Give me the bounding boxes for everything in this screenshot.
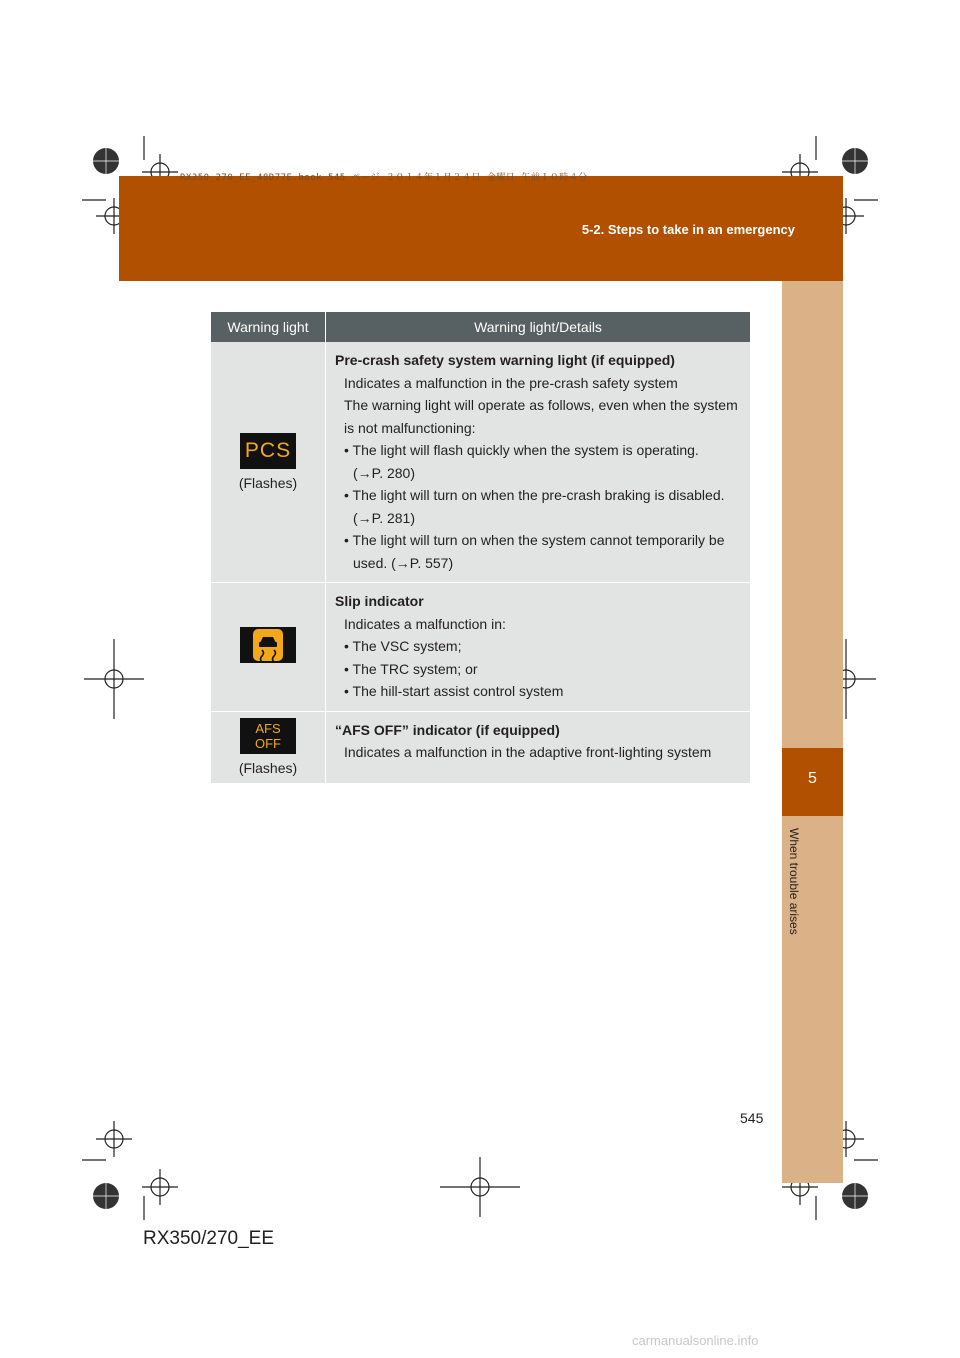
- bullet-item: • The light will flash quickly when the system is operating.: [344, 442, 699, 458]
- column-header-details: Warning light/Details: [326, 312, 751, 342]
- table-row: [211, 583, 750, 712]
- afs-off-icon: [240, 718, 296, 754]
- side-tab-number: 5: [782, 748, 843, 816]
- row-title: Slip indicator: [335, 593, 424, 609]
- bullet-continuation: used. (→P. 557): [353, 554, 454, 571]
- warning-light-table: [211, 312, 750, 784]
- bullet-item: • The VSC system;: [344, 638, 462, 654]
- watermark[interactable]: carmanualsonline.info: [632, 1333, 759, 1348]
- details-cell: [326, 711, 751, 783]
- pcs-warning-icon: PCS: [240, 433, 296, 469]
- row-text: Indicates a malfunction in:: [344, 615, 506, 632]
- print-info: RX350_270_EE_48D77E.book 545 ページ ２０１４年１月２４日 金曜日 午前１０時４分: [180, 173, 588, 183]
- table-header-row: [211, 312, 750, 342]
- afs-icon-line: AFS: [255, 721, 281, 736]
- column-header-warning-light: Warning light: [211, 312, 326, 342]
- icon-label: (Flashes): [238, 475, 298, 491]
- side-tab-label: When trouble arises: [787, 828, 801, 935]
- bullet-item: • The TRC system; or: [344, 660, 478, 677]
- page-reference: (→P. 280): [353, 464, 415, 481]
- bullet-item: • The light will turn on when the system cannot temporarily be: [344, 532, 725, 548]
- details-cell: [326, 583, 751, 712]
- icon-label: (Flashes): [238, 760, 298, 776]
- icon-cell: [211, 342, 326, 583]
- slip-indicator-icon: [240, 627, 296, 663]
- model-code: RX350/270_EE: [143, 1228, 274, 1249]
- page-number: 545: [740, 1110, 764, 1126]
- details-cell: [326, 342, 751, 583]
- side-tab: [782, 281, 843, 1183]
- row-text: Indicates a malfunction in the pre-crash safety system: [344, 374, 678, 391]
- page-reference: (→P. 281): [353, 509, 415, 526]
- off-icon-line: OFF: [255, 736, 281, 751]
- bullet-item: • The hill-start assist control system: [344, 683, 564, 699]
- row-title: “AFS OFF” indicator (if equipped): [335, 721, 560, 738]
- row-text: Indicates a malfunction in the adaptive front-lighting system: [344, 744, 712, 760]
- icon-cell: [211, 711, 326, 783]
- row-text: The warning light will operate as follows, even when the system is not malfunctioning:: [344, 397, 738, 436]
- table-row: [211, 342, 750, 583]
- bullet-item: • The light will turn on when the pre-crash braking is disabled.: [344, 487, 725, 503]
- section-title: 5-2. Steps to take in an emergency: [581, 222, 795, 237]
- table-row: [211, 711, 750, 783]
- row-title: Pre-crash safety system warning light (if equipped): [335, 352, 675, 368]
- icon-cell: [211, 583, 326, 712]
